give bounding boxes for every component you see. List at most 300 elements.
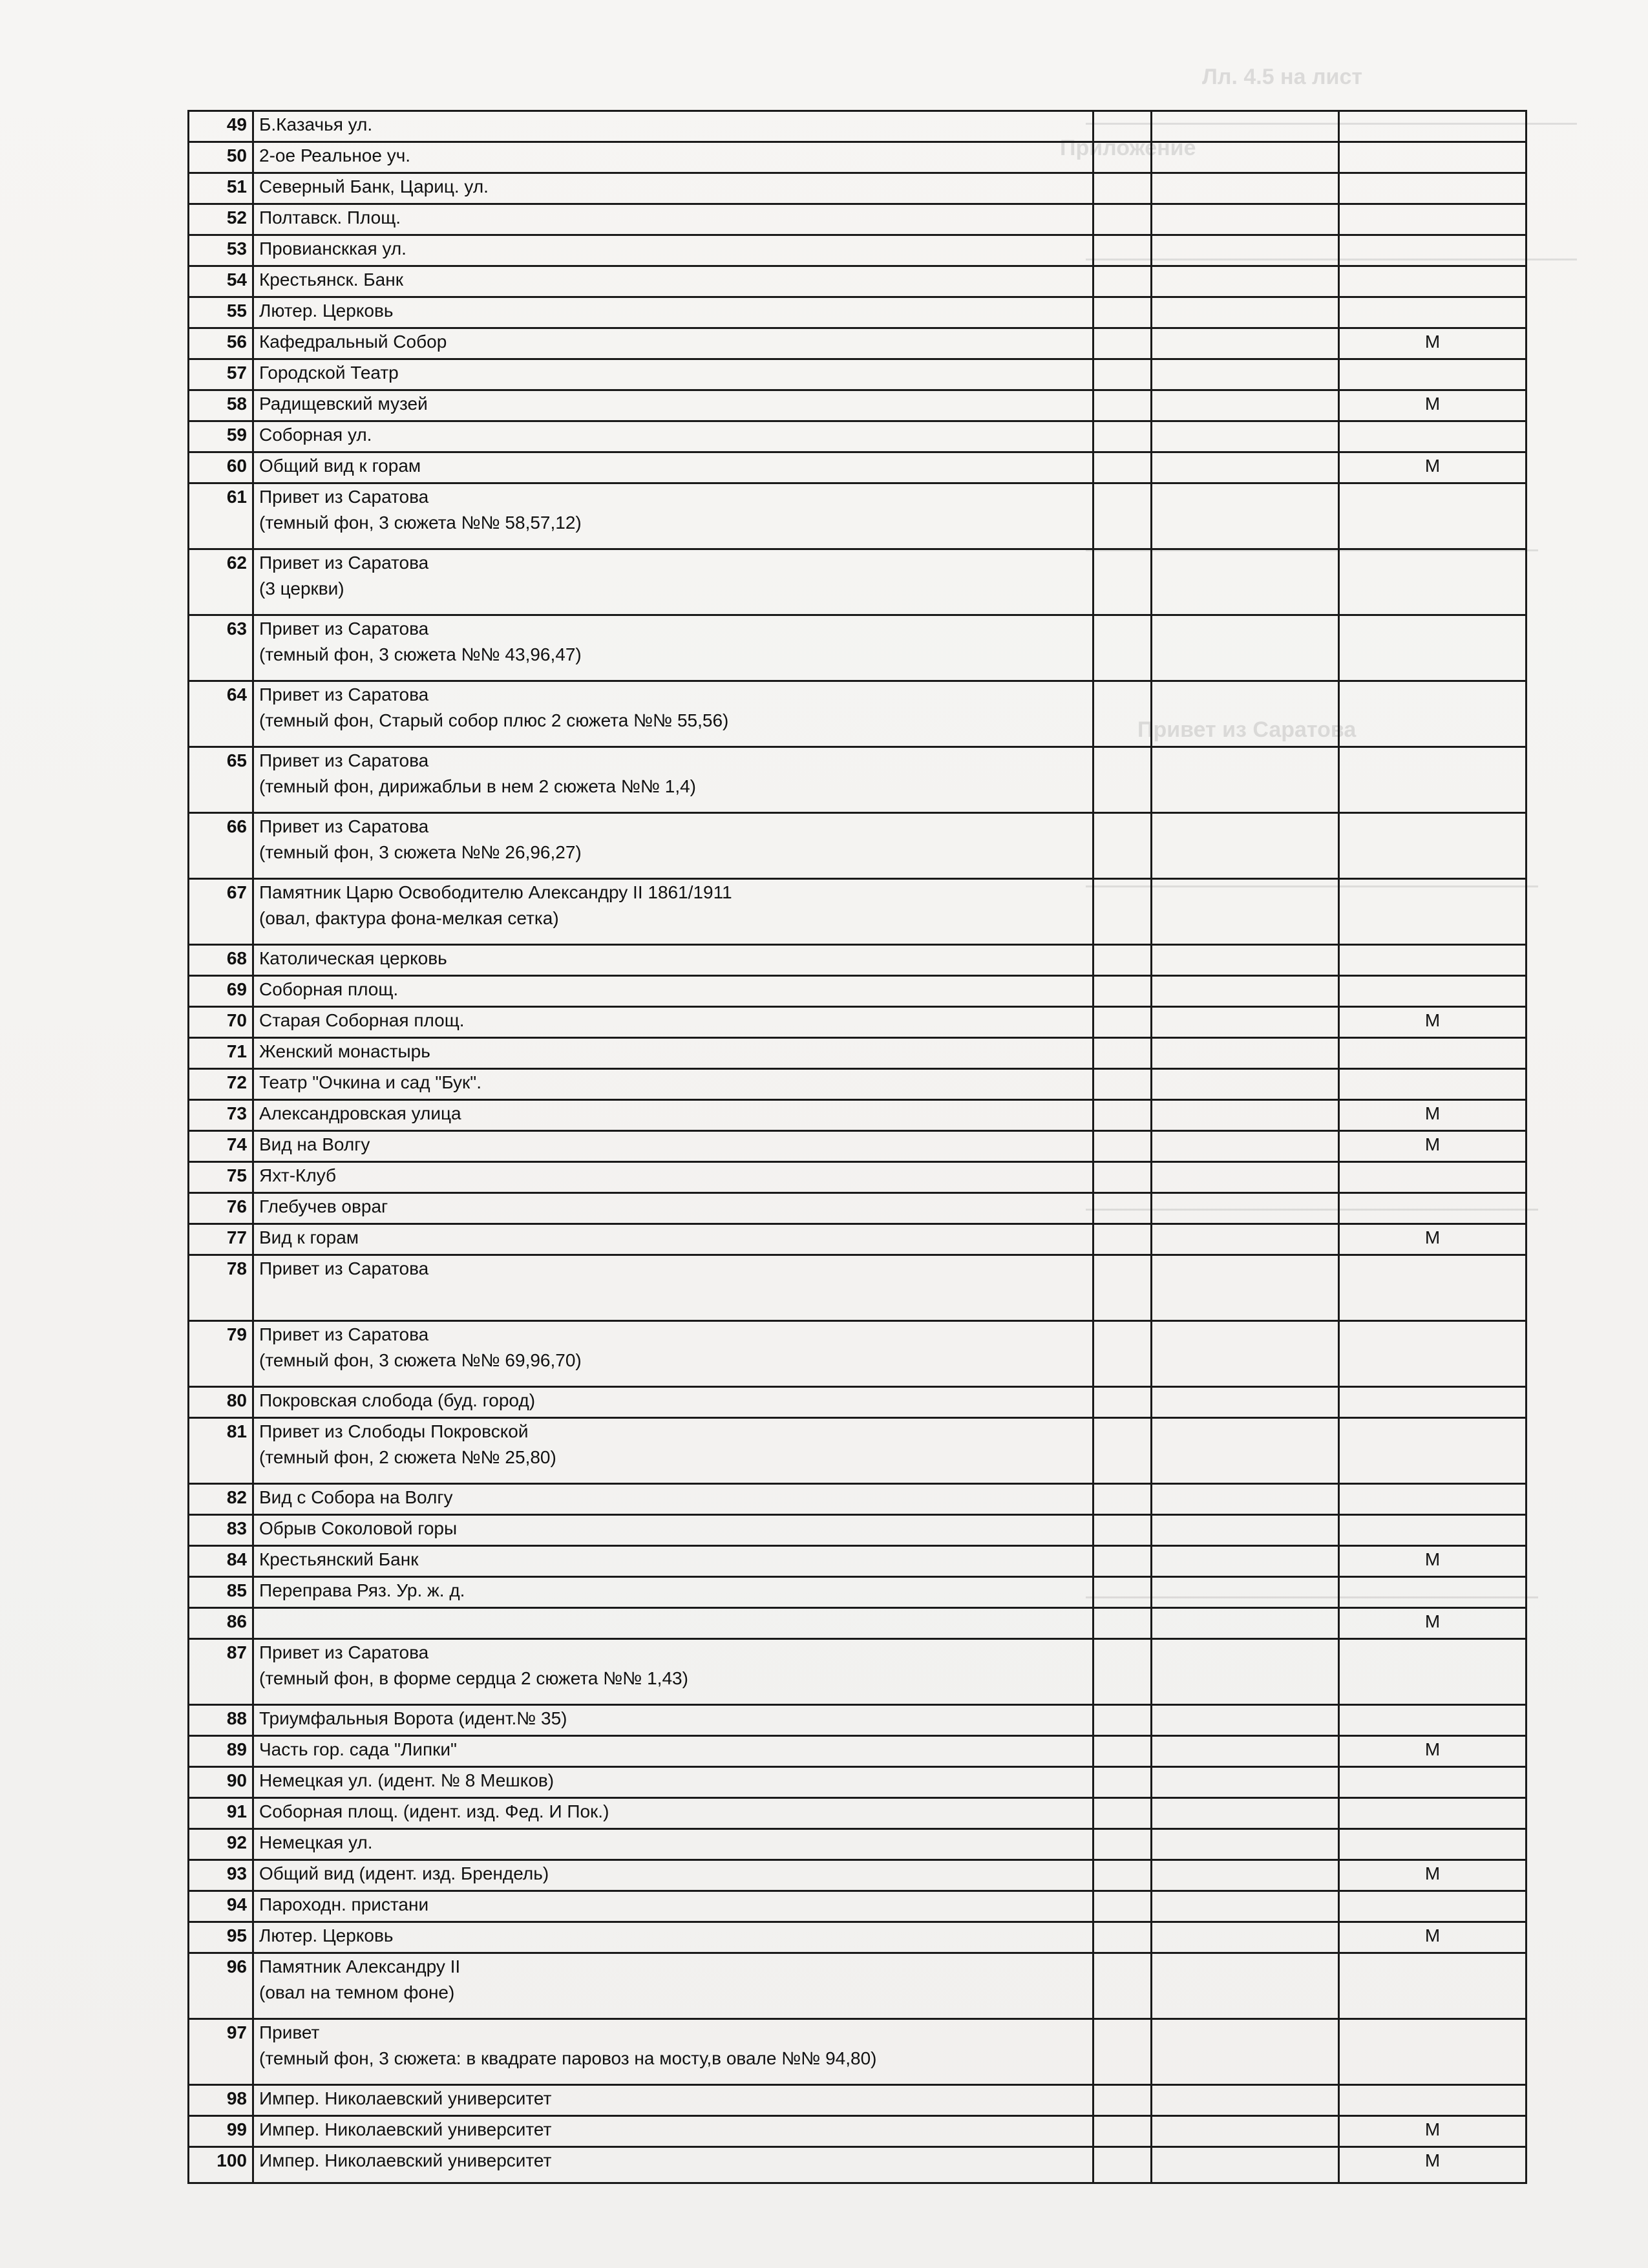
item-title-line: Театр "Очкина и сад "Бук".: [259, 1072, 482, 1092]
mark-cell: [1339, 359, 1527, 390]
empty-cell: [1152, 1767, 1339, 1798]
item-title-line: Крестьянский Банк: [259, 1549, 419, 1569]
mark-cell: [1339, 1162, 1527, 1193]
item-number: 66: [189, 813, 253, 879]
table-row: [189, 173, 1527, 204]
empty-cell: [1093, 1608, 1152, 1639]
item-title-line: Яхт-Клуб: [259, 1165, 337, 1185]
item-title: [253, 2019, 1093, 2085]
item-note-line: (темный фон, в форме сердца 2 сюжета №№ 1,43): [259, 1668, 688, 1688]
mark-cell: [1339, 297, 1527, 328]
item-title: [253, 1891, 1093, 1922]
mark-cell: [1339, 204, 1527, 235]
item-title: [253, 1922, 1093, 1953]
table-row: [189, 1224, 1527, 1255]
empty-cell: [1152, 1953, 1339, 2019]
item-title: [253, 1608, 1093, 1639]
empty-cell: [1093, 2085, 1152, 2116]
item-number: 59: [189, 421, 253, 452]
item-number: 92: [189, 1829, 253, 1860]
empty-cell: [1093, 1860, 1152, 1891]
empty-cell: [1152, 2147, 1339, 2183]
item-title-line: Привет из Саратова: [259, 619, 429, 639]
mark-cell: [1339, 1321, 1527, 1387]
item-number: 50: [189, 142, 253, 173]
empty-cell: [1152, 976, 1339, 1007]
empty-cell: [1152, 813, 1339, 879]
empty-cell: [1093, 879, 1152, 945]
empty-cell: [1152, 1922, 1339, 1953]
item-title: [253, 390, 1093, 421]
mark-cell: [1339, 142, 1527, 173]
item-title: [253, 1953, 1093, 2019]
mark-cell: [1339, 681, 1527, 747]
item-title-line: Привет из Саратова: [259, 1642, 429, 1662]
mark-cell: [1339, 976, 1527, 1007]
table-row: [189, 421, 1527, 452]
mark-cell: [1339, 1705, 1527, 1736]
item-number: 58: [189, 390, 253, 421]
table-row: [189, 1829, 1527, 1860]
item-title-line: Женский монастырь: [259, 1041, 430, 1061]
table-row: [189, 1736, 1527, 1767]
empty-cell: [1152, 1069, 1339, 1100]
item-number: 49: [189, 111, 253, 142]
item-title: [253, 1798, 1093, 1829]
item-number: 100: [189, 2147, 253, 2183]
empty-cell: [1093, 111, 1152, 142]
mark-cell: [1339, 1953, 1527, 2019]
item-title: [253, 681, 1093, 747]
empty-cell: [1093, 2116, 1152, 2147]
mark-cell: М: [1339, 328, 1527, 359]
empty-cell: [1152, 1860, 1339, 1891]
table-row: [189, 879, 1527, 945]
table-row: [189, 2085, 1527, 2116]
empty-cell: [1093, 1224, 1152, 1255]
empty-cell: [1152, 1418, 1339, 1484]
item-title: [253, 359, 1093, 390]
item-title-line: Соборная площ. (идент. изд. Фед. И Пок.): [259, 1801, 609, 1821]
item-number: 85: [189, 1577, 253, 1608]
item-title-line: Привет из Саратова: [259, 1258, 429, 1278]
item-title: [253, 1321, 1093, 1387]
item-note-line: (темный фон, 3 сюжета №№ 69,96,70): [259, 1350, 582, 1370]
empty-cell: [1093, 2147, 1152, 2183]
item-number: 51: [189, 173, 253, 204]
empty-cell: [1093, 1639, 1152, 1705]
item-title-line: Привет из Слободы Покровской: [259, 1421, 529, 1441]
mark-cell: [1339, 1038, 1527, 1069]
empty-cell: [1093, 1418, 1152, 1484]
empty-cell: [1152, 1891, 1339, 1922]
empty-cell: [1152, 266, 1339, 297]
item-title-line: Памятник Царю Освободителю Александру II 1861/1911: [259, 882, 732, 902]
empty-cell: [1152, 204, 1339, 235]
empty-cell: [1152, 1038, 1339, 1069]
item-title: [253, 1829, 1093, 1860]
item-title-line: Крестьянск. Банк: [259, 270, 403, 290]
mark-cell: М: [1339, 1131, 1527, 1162]
table-row: [189, 1038, 1527, 1069]
mark-cell: М: [1339, 1608, 1527, 1639]
item-title: [253, 615, 1093, 681]
table-row: [189, 1515, 1527, 1546]
empty-cell: [1152, 1193, 1339, 1224]
item-title-line: Привет из Саратова: [259, 487, 429, 507]
item-note-line: (темный фон, 3 сюжета №№ 26,96,27): [259, 842, 582, 862]
empty-cell: [1152, 1736, 1339, 1767]
mark-cell: [1339, 945, 1527, 976]
table-row: [189, 615, 1527, 681]
item-title-line: Северный Банк, Цариц. ул.: [259, 176, 489, 196]
empty-cell: [1152, 1162, 1339, 1193]
empty-cell: [1093, 1038, 1152, 1069]
table-row: [189, 359, 1527, 390]
empty-cell: [1152, 483, 1339, 549]
empty-cell: [1093, 976, 1152, 1007]
empty-cell: [1152, 1798, 1339, 1829]
item-title: [253, 1736, 1093, 1767]
item-title: [253, 421, 1093, 452]
item-title-line: Импер. Николаевский университет: [259, 2119, 552, 2139]
item-title: [253, 111, 1093, 142]
item-title-line: Общий вид (идент. изд. Брендель): [259, 1863, 549, 1883]
item-note-line: (темный фон, 3 сюжета: в квадрате паровоз на мосту,в овале №№ 94,80): [259, 2048, 877, 2068]
table-row: [189, 142, 1527, 173]
item-number: 91: [189, 1798, 253, 1829]
item-title: [253, 1484, 1093, 1515]
item-title: [253, 879, 1093, 945]
empty-cell: [1152, 879, 1339, 945]
empty-cell: [1152, 235, 1339, 266]
mark-cell: [1339, 1069, 1527, 1100]
empty-cell: [1093, 173, 1152, 204]
item-title: [253, 1193, 1093, 1224]
table-row: [189, 1608, 1527, 1639]
item-title-line: 2-ое Реальное уч.: [259, 145, 411, 165]
item-number: 96: [189, 1953, 253, 2019]
empty-cell: [1152, 328, 1339, 359]
table-row: [189, 1100, 1527, 1131]
empty-cell: [1152, 549, 1339, 615]
item-number: 79: [189, 1321, 253, 1387]
item-note-line: (темный фон, Старый собор плюс 2 сюжета №№ 55,56): [259, 710, 729, 730]
item-title: [253, 1162, 1093, 1193]
empty-cell: [1152, 1608, 1339, 1639]
item-title: [253, 1007, 1093, 1038]
item-number: 61: [189, 483, 253, 549]
table-row: [189, 1484, 1527, 1515]
item-number: 90: [189, 1767, 253, 1798]
item-title: [253, 1418, 1093, 1484]
empty-cell: [1152, 1224, 1339, 1255]
item-title-line: Немецкая ул.: [259, 1832, 373, 1852]
empty-cell: [1093, 421, 1152, 452]
item-number: 86: [189, 1608, 253, 1639]
mark-cell: [1339, 1387, 1527, 1418]
mark-cell: [1339, 1515, 1527, 1546]
item-title: [253, 549, 1093, 615]
mark-cell: М: [1339, 1922, 1527, 1953]
item-title-line: Соборная площ.: [259, 979, 399, 999]
empty-cell: [1093, 681, 1152, 747]
empty-cell: [1152, 452, 1339, 483]
empty-cell: [1093, 1736, 1152, 1767]
item-title-line: Католическая церковь: [259, 948, 447, 968]
empty-cell: [1093, 452, 1152, 483]
empty-cell: [1093, 1484, 1152, 1515]
empty-cell: [1152, 615, 1339, 681]
mark-cell: М: [1339, 1224, 1527, 1255]
table-row: [189, 1387, 1527, 1418]
item-title-line: Глебучев овраг: [259, 1196, 388, 1216]
item-title-line: Переправа Ряз. Ур. ж. д.: [259, 1580, 465, 1600]
item-number: 72: [189, 1069, 253, 1100]
table-row: [189, 390, 1527, 421]
item-number: 69: [189, 976, 253, 1007]
table-row: [189, 297, 1527, 328]
empty-cell: [1093, 1798, 1152, 1829]
item-title-line: Общий вид к горам: [259, 456, 421, 476]
item-title-line: Лютер. Церковь: [259, 301, 394, 321]
table-row: [189, 1007, 1527, 1038]
table-row: [189, 1705, 1527, 1736]
item-note-line: (темный фон, 3 сюжета №№ 43,96,47): [259, 644, 582, 664]
empty-cell: [1093, 1767, 1152, 1798]
empty-cell: [1093, 1705, 1152, 1736]
mark-cell: [1339, 615, 1527, 681]
item-number: 68: [189, 945, 253, 976]
mark-cell: [1339, 421, 1527, 452]
item-title-line: Привет из Саратова: [259, 553, 429, 573]
item-title-line: Александровская улица: [259, 1103, 461, 1123]
item-title: [253, 483, 1093, 549]
item-title: [253, 142, 1093, 173]
item-title: [253, 976, 1093, 1007]
empty-cell: [1152, 297, 1339, 328]
table-row: [189, 1321, 1527, 1387]
empty-cell: [1093, 390, 1152, 421]
item-number: 83: [189, 1515, 253, 1546]
postcard-catalog-table: [187, 110, 1527, 2184]
empty-cell: [1152, 2085, 1339, 2116]
item-title: [253, 1387, 1093, 1418]
item-title-line: Привет из Саратова: [259, 816, 429, 836]
mark-cell: [1339, 747, 1527, 813]
item-title-line: Кафедральный Собор: [259, 332, 447, 352]
empty-cell: [1093, 1515, 1152, 1546]
table-row: [189, 2147, 1527, 2183]
item-title: [253, 235, 1093, 266]
empty-cell: [1152, 1131, 1339, 1162]
item-title-line: Привет из Саратова: [259, 684, 429, 705]
empty-cell: [1152, 1255, 1339, 1321]
empty-cell: [1093, 483, 1152, 549]
item-title: [253, 266, 1093, 297]
item-title-line: Немецкая ул. (идент. № 8 Мешков): [259, 1770, 555, 1790]
item-title: [253, 813, 1093, 879]
item-number: 67: [189, 879, 253, 945]
item-number: 89: [189, 1736, 253, 1767]
table-row: [189, 1953, 1527, 2019]
empty-cell: [1093, 945, 1152, 976]
table-row: [189, 1131, 1527, 1162]
mark-cell: М: [1339, 390, 1527, 421]
table-row: [189, 681, 1527, 747]
mark-cell: М: [1339, 1100, 1527, 1131]
item-note-line: (3 церкви): [259, 578, 344, 599]
table-row: [189, 1162, 1527, 1193]
empty-cell: [1093, 1007, 1152, 1038]
item-title-line: Триумфальныя Ворота (идент.№ 35): [259, 1708, 567, 1728]
item-title: [253, 1038, 1093, 1069]
empty-cell: [1152, 1546, 1339, 1577]
empty-cell: [1152, 1829, 1339, 1860]
item-number: 56: [189, 328, 253, 359]
item-title: [253, 1255, 1093, 1321]
mark-cell: М: [1339, 1736, 1527, 1767]
item-number: 57: [189, 359, 253, 390]
item-title-line: Лютер. Церковь: [259, 1925, 394, 1945]
item-number: 54: [189, 266, 253, 297]
table-row: [189, 1891, 1527, 1922]
empty-cell: [1152, 1577, 1339, 1608]
item-title: [253, 1767, 1093, 1798]
mark-cell: [1339, 1577, 1527, 1608]
mark-cell: [1339, 1255, 1527, 1321]
empty-cell: [1152, 142, 1339, 173]
item-title-line: Провиансккая ул.: [259, 238, 407, 259]
empty-cell: [1152, 173, 1339, 204]
mark-cell: М: [1339, 452, 1527, 483]
table-row: [189, 483, 1527, 549]
mark-cell: [1339, 111, 1527, 142]
item-title-line: Б.Казачья ул.: [259, 114, 373, 134]
mark-cell: [1339, 2085, 1527, 2116]
item-title-line: Часть гор. сада "Липки": [259, 1739, 457, 1759]
item-number: 82: [189, 1484, 253, 1515]
item-number: 53: [189, 235, 253, 266]
item-title: [253, 1100, 1093, 1131]
empty-cell: [1152, 747, 1339, 813]
item-number: 98: [189, 2085, 253, 2116]
item-number: 81: [189, 1418, 253, 1484]
empty-cell: [1093, 1069, 1152, 1100]
item-number: 70: [189, 1007, 253, 1038]
item-number: 88: [189, 1705, 253, 1736]
item-title: [253, 1515, 1093, 1546]
empty-cell: [1093, 235, 1152, 266]
item-number: 77: [189, 1224, 253, 1255]
item-title-line: Импер. Николаевский университет: [259, 2150, 552, 2170]
empty-cell: [1093, 1321, 1152, 1387]
empty-cell: [1152, 421, 1339, 452]
mark-cell: [1339, 235, 1527, 266]
table-row: [189, 204, 1527, 235]
table-row: [189, 266, 1527, 297]
item-title-line: Привет: [259, 2022, 320, 2042]
empty-cell: [1093, 1255, 1152, 1321]
empty-cell: [1093, 2019, 1152, 2085]
item-title: [253, 2116, 1093, 2147]
item-number: 94: [189, 1891, 253, 1922]
item-title: [253, 204, 1093, 235]
empty-cell: [1093, 549, 1152, 615]
item-title: [253, 1860, 1093, 1891]
empty-cell: [1093, 1193, 1152, 1224]
empty-cell: [1093, 1953, 1152, 2019]
table-row: [189, 235, 1527, 266]
empty-cell: [1093, 1162, 1152, 1193]
mark-cell: [1339, 483, 1527, 549]
item-number: 93: [189, 1860, 253, 1891]
item-title: [253, 945, 1093, 976]
item-title-line: Привет из Саратова: [259, 1324, 429, 1344]
empty-cell: [1093, 359, 1152, 390]
item-title-line: Вид на Волгу: [259, 1134, 370, 1154]
item-number: 60: [189, 452, 253, 483]
item-number: 87: [189, 1639, 253, 1705]
table-row: [189, 1069, 1527, 1100]
item-title-line: Радищевский музей: [259, 394, 428, 414]
item-title: [253, 1069, 1093, 1100]
empty-cell: [1093, 615, 1152, 681]
table-row: [189, 1639, 1527, 1705]
item-note-line: (овал, фактура фона-мелкая сетка): [259, 908, 559, 928]
mark-cell: [1339, 1193, 1527, 1224]
table-row: [189, 1767, 1527, 1798]
item-title-line: Соборная ул.: [259, 425, 372, 445]
item-number: 73: [189, 1100, 253, 1131]
mark-cell: [1339, 1484, 1527, 1515]
item-title-line: Пароходн. пристани: [259, 1894, 429, 1914]
mark-cell: М: [1339, 2116, 1527, 2147]
mark-cell: [1339, 813, 1527, 879]
item-title: [253, 1705, 1093, 1736]
item-title: [253, 1639, 1093, 1705]
empty-cell: [1152, 111, 1339, 142]
mark-cell: [1339, 1767, 1527, 1798]
item-number: 78: [189, 1255, 253, 1321]
empty-cell: [1152, 2116, 1339, 2147]
mark-cell: [1339, 1418, 1527, 1484]
empty-cell: [1093, 1546, 1152, 1577]
empty-cell: [1093, 328, 1152, 359]
empty-cell: [1152, 2019, 1339, 2085]
table-row: [189, 1577, 1527, 1608]
item-number: 64: [189, 681, 253, 747]
table-row: [189, 1922, 1527, 1953]
item-title-line: Памятник Александру II: [259, 1956, 461, 1977]
item-title-line: Полтавск. Площ.: [259, 207, 401, 228]
empty-cell: [1093, 1829, 1152, 1860]
empty-cell: [1152, 1007, 1339, 1038]
empty-cell: [1152, 390, 1339, 421]
item-title: [253, 2147, 1093, 2183]
mark-cell: [1339, 549, 1527, 615]
table-row: [189, 2019, 1527, 2085]
item-number: 80: [189, 1387, 253, 1418]
empty-cell: [1093, 1100, 1152, 1131]
item-title: [253, 1131, 1093, 1162]
empty-cell: [1093, 747, 1152, 813]
item-number: 65: [189, 747, 253, 813]
item-number: 76: [189, 1193, 253, 1224]
table-row: [189, 1798, 1527, 1829]
table-row: [189, 976, 1527, 1007]
empty-cell: [1093, 1577, 1152, 1608]
